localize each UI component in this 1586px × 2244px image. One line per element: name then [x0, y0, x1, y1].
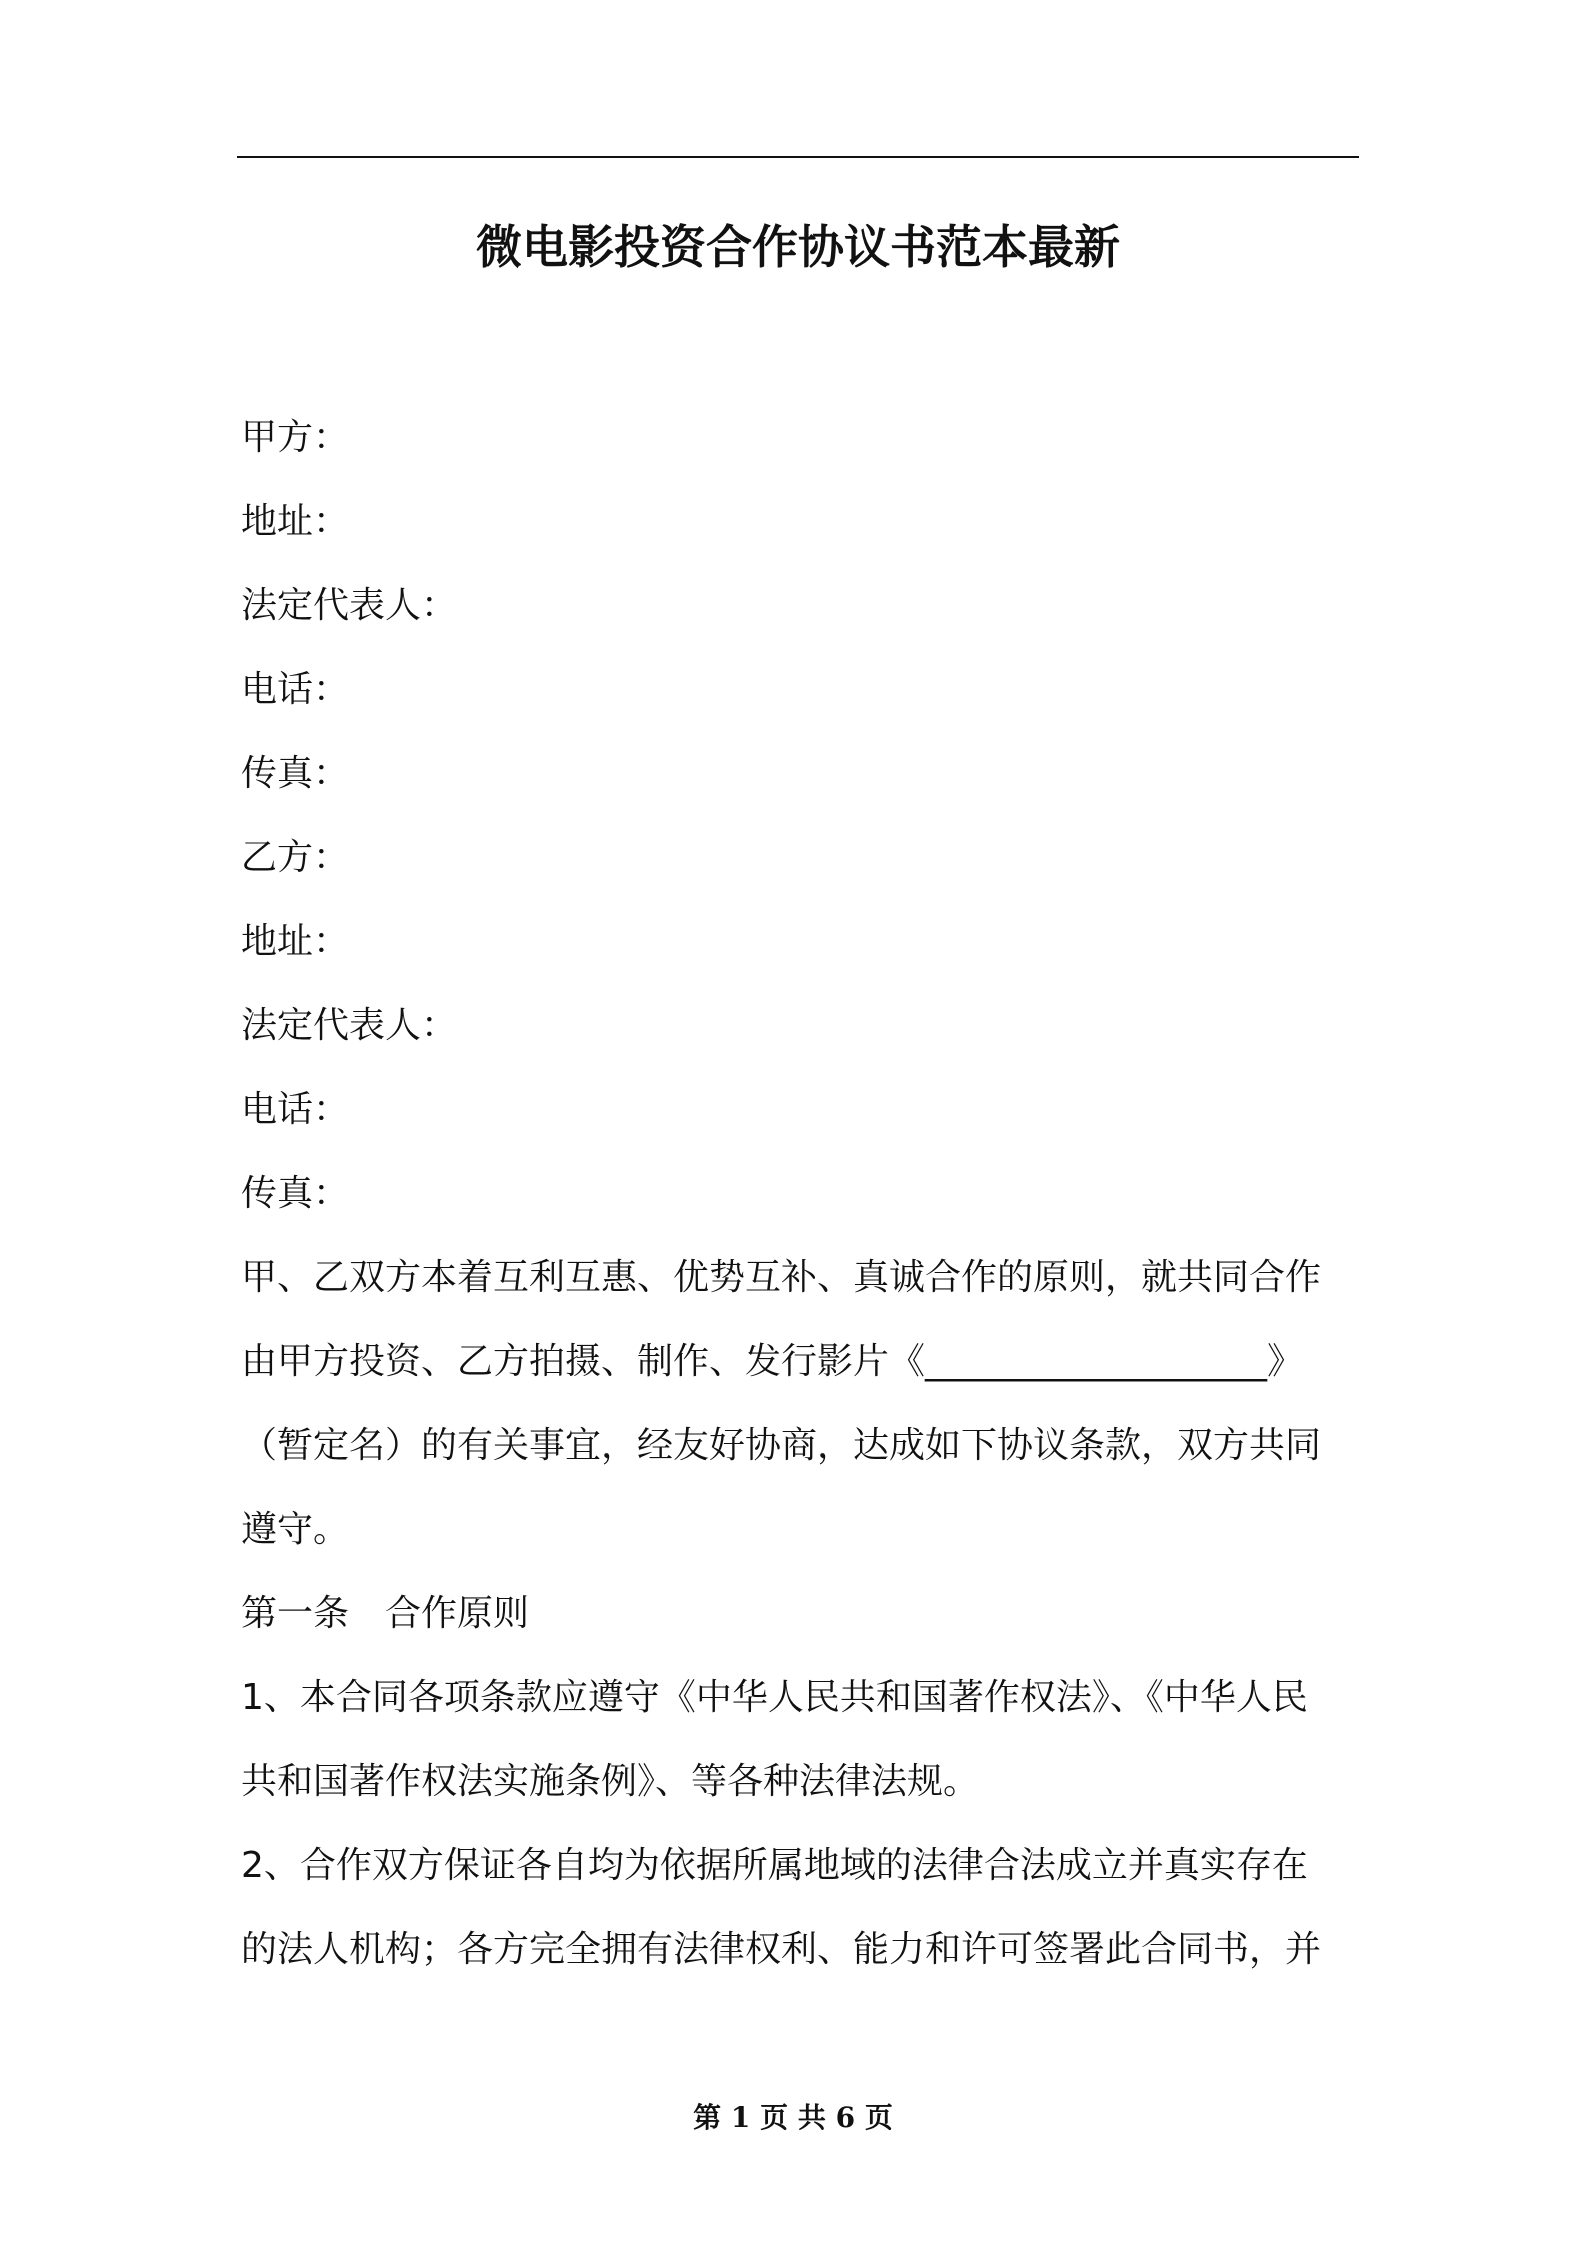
intro-paragraph-line: 甲、乙双方本着互利互惠、优势互补、真诚合作的原则，就共同合作: [241, 1257, 1322, 1298]
party-b-fax-label: 传真：: [241, 1173, 350, 1214]
party-b-phone-label: 电话：: [241, 1089, 350, 1130]
party-b-representative-label: 法定代表人：: [241, 1005, 458, 1046]
clause-line: 1、本合同各项条款应遵守《中华人民共和国著作权法》、《中华人民: [241, 1677, 1308, 1718]
party-a-phone-label: 电话：: [241, 669, 350, 710]
clause-line: 共和国著作权法实施条例》、等各种法律法规。: [241, 1761, 980, 1802]
clause-line: 的法人机构；各方完全拥有法律权利、能力和许可签署此合同书，并: [241, 1929, 1322, 1970]
document-title: 微电影投资合作协议书范本最新: [476, 220, 1120, 274]
header-rule: [237, 156, 1359, 158]
party-b-address-label: 地址：: [241, 921, 350, 962]
clause-line: 2、合作双方保证各自均为依据所属地域的法律合法成立并真实存在: [241, 1845, 1308, 1886]
article-one-heading: 第一条 合作原则: [241, 1593, 530, 1634]
page-number-footer: 第 1 页 共 6 页: [693, 2101, 893, 2134]
intro-paragraph-line: （暂定名）的有关事宜，经友好协商，达成如下协议条款，双方共同: [241, 1425, 1322, 1466]
party-b-label: 乙方：: [241, 837, 350, 878]
party-a-label: 甲方：: [241, 417, 350, 458]
document-body: [241, 396, 1361, 1992]
intro-paragraph-line: 遵守。: [241, 1509, 350, 1550]
party-a-representative-label: 法定代表人：: [241, 585, 458, 626]
intro-paragraph-line: 由甲方投资、乙方拍摄、制作、发行影片《___________________》: [241, 1341, 1304, 1382]
party-a-fax-label: 传真：: [241, 753, 350, 794]
party-a-address-label: 地址：: [241, 501, 350, 542]
